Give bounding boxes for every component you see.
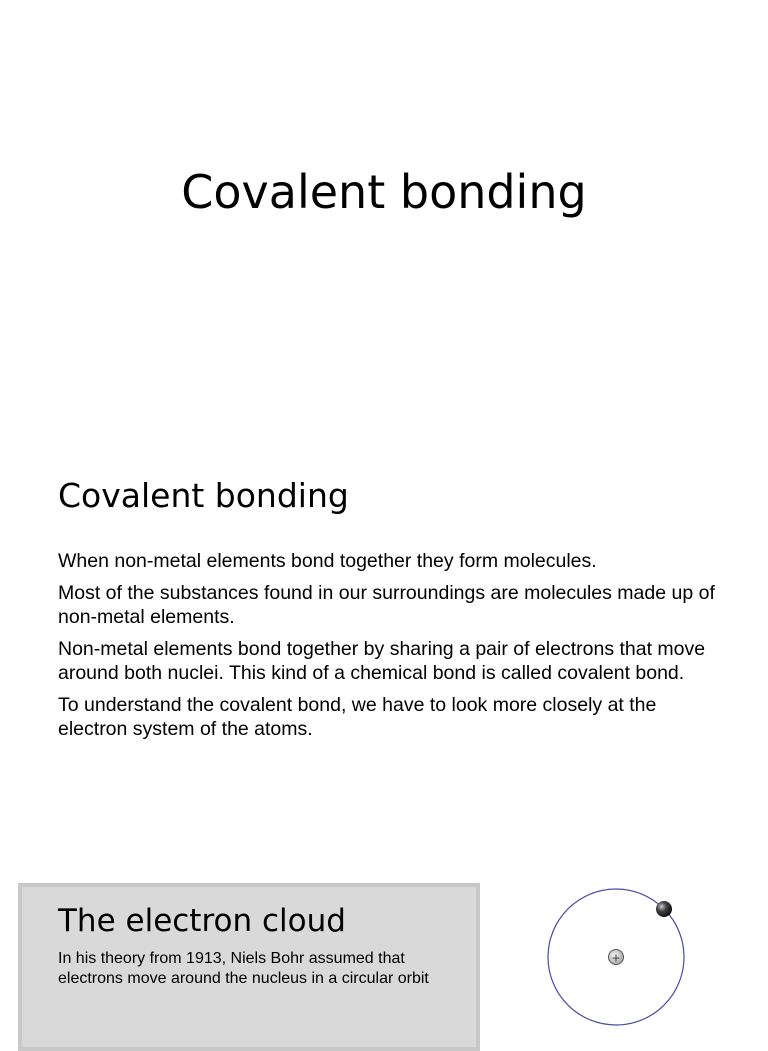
- paragraph: To understand the covalent bond, we have to look more closely at the electron system of the atoms.: [58, 694, 657, 740]
- electron: [656, 901, 672, 917]
- electron-cloud-heading: The electron cloud: [58, 903, 346, 939]
- paragraph: Most of the substances found in our surroundings are molecules made up of non-metal elements.: [58, 582, 715, 628]
- bohr-atom-diagram: [540, 880, 700, 1040]
- paragraph: When non-metal elements bond together they form molecules.: [58, 550, 597, 572]
- electron-cloud-box: [18, 883, 480, 1051]
- nucleus-charge-label: +: [611, 951, 621, 965]
- body-text: [58, 549, 718, 749]
- electron-cloud-text: In his theory from 1913, Niels Bohr assumed that electrons move around the nucleus in a circular orbit: [58, 950, 429, 987]
- paragraph: Non-metal elements bond together by sharing a pair of electrons that move around both nuclei. This kind of a chemical bond is called covalent bond.: [58, 638, 706, 684]
- section-heading: Covalent bonding: [58, 476, 349, 515]
- slide-title: Covalent bonding: [181, 165, 587, 219]
